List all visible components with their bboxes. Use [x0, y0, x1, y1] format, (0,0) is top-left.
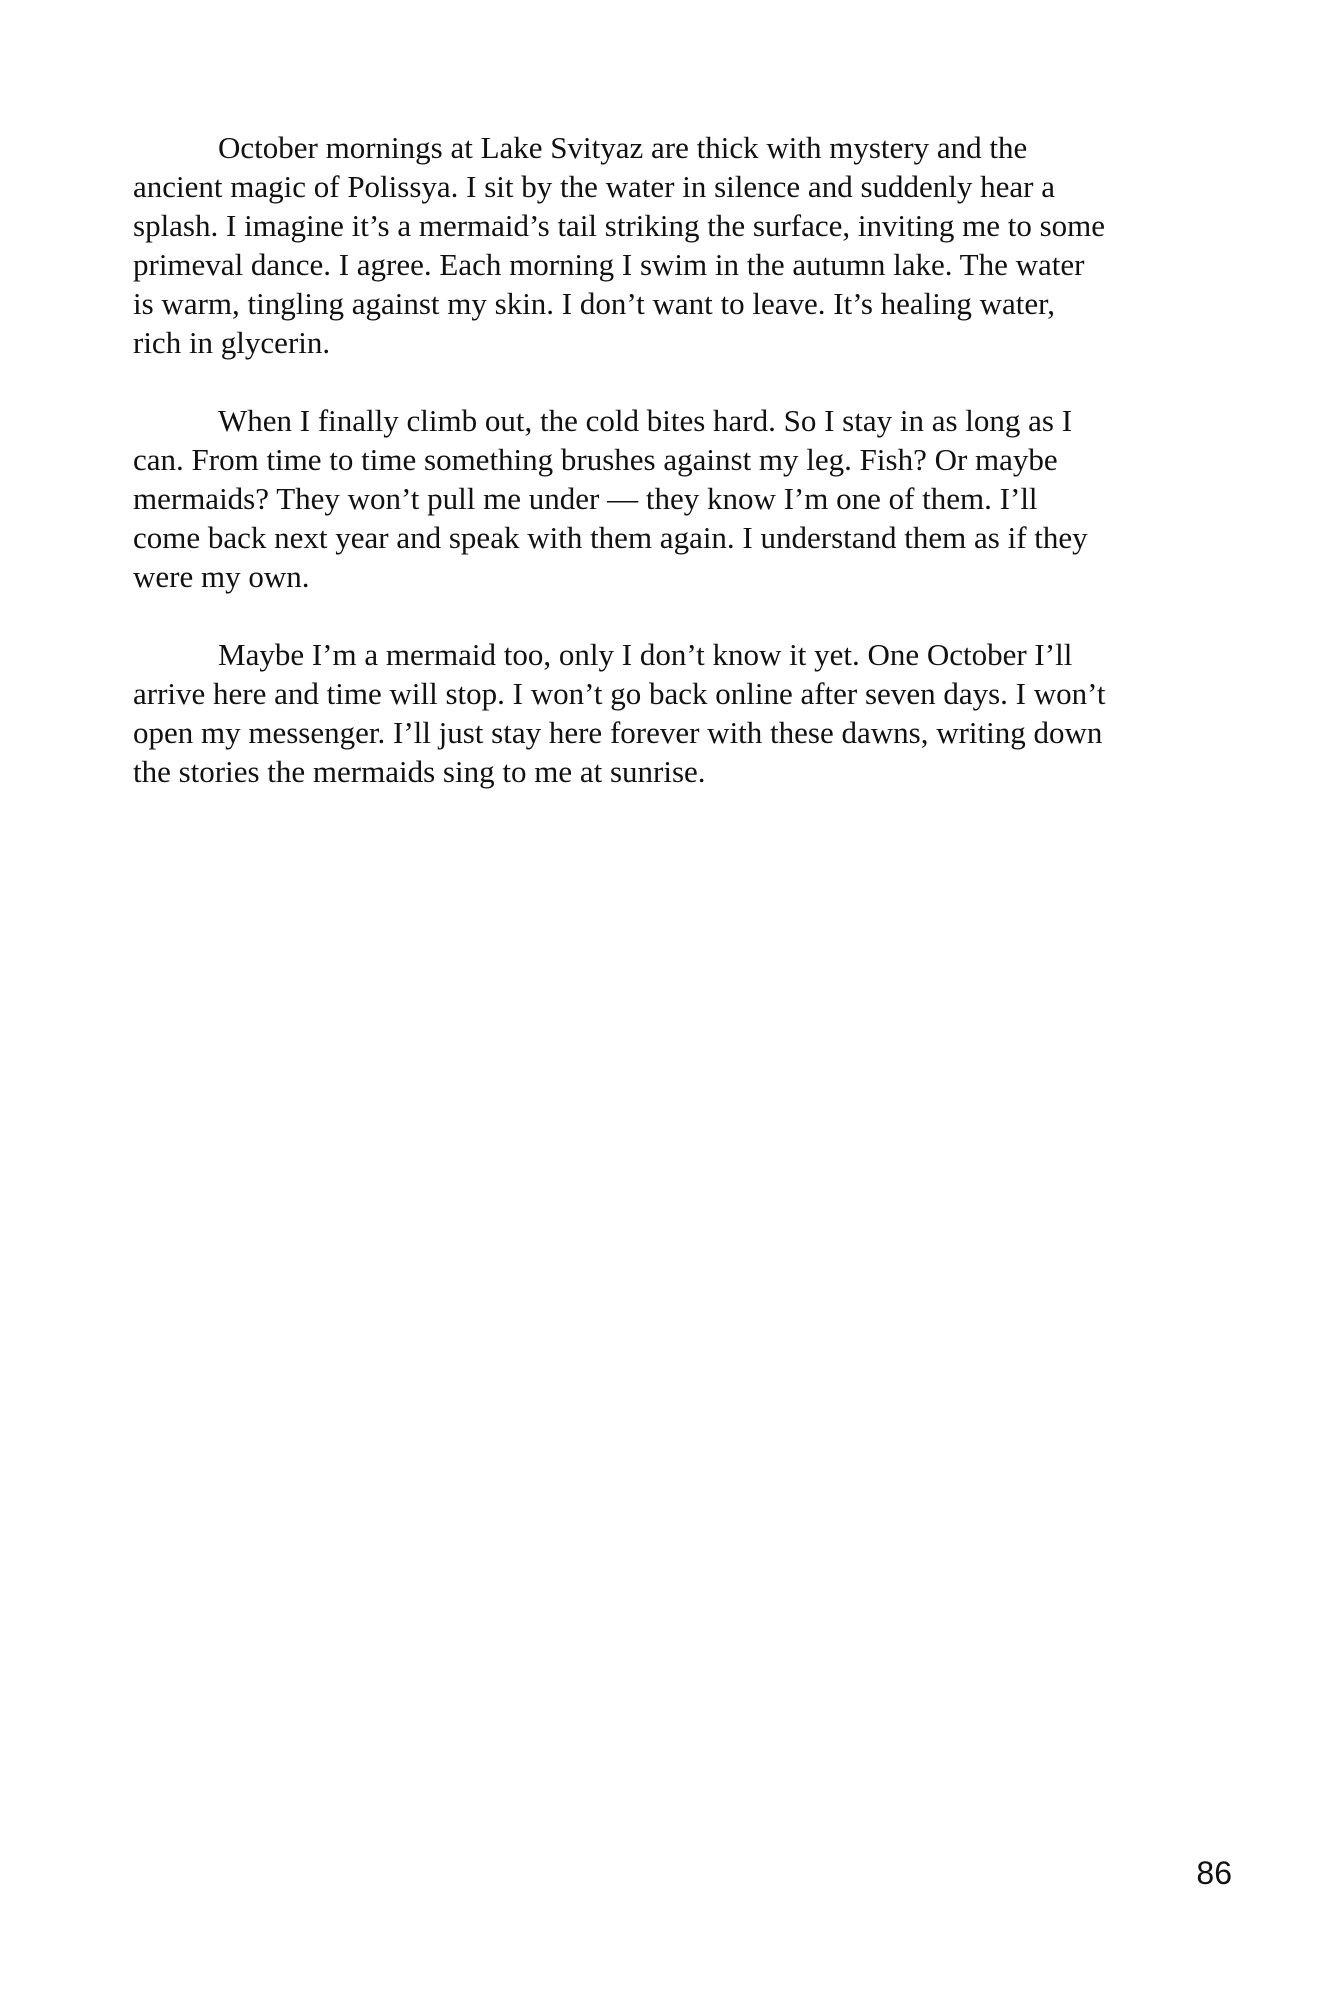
paragraph-3	[133, 635, 1203, 791]
body-text	[133, 128, 1203, 830]
paragraph-line: open my messenger. I’ll just stay here forever with these dawns, writing down	[133, 715, 1103, 750]
paragraph-line: is warm, tingling against my skin. I don’t want to leave. It’s healing water,	[133, 286, 1055, 321]
paragraph-line: were my own.	[133, 559, 310, 594]
paragraph-line: can. From time to time something brushes against my leg. Fish? Or maybe	[133, 442, 1058, 477]
paragraph-line: come back next year and speak with them again. I understand them as if they	[133, 520, 1088, 555]
paragraph-line: arrive here and time will stop. I won’t go back online after seven days. I won’t	[133, 676, 1106, 711]
paragraph-line: Maybe I’m a mermaid too, only I don’t know it yet. One October I’ll	[218, 637, 1073, 672]
paragraph-line: October mornings at Lake Svityaz are thick with mystery and the	[218, 130, 1028, 165]
paragraph-1	[133, 128, 1203, 362]
paragraph-line: mermaids? They won’t pull me under — they know I’m one of them. I’ll	[133, 481, 1038, 516]
paragraph-line: the stories the mermaids sing to me at sunrise.	[133, 754, 706, 789]
paragraph-line: When I finally climb out, the cold bites hard. So I stay in as long as I	[218, 403, 1073, 438]
paragraph-line: splash. I imagine it’s a mermaid’s tail striking the surface, inviting me to some	[133, 208, 1106, 243]
paragraph-line: primeval dance. I agree. Each morning I swim in the autumn lake. The water	[133, 247, 1085, 282]
paragraph-line: ancient magic of Polissya. I sit by the water in silence and suddenly hear a	[133, 169, 1055, 204]
paragraph-line: rich in glycerin.	[133, 325, 331, 360]
paragraph-2	[133, 401, 1203, 596]
page-number: 86	[1196, 1855, 1232, 1891]
